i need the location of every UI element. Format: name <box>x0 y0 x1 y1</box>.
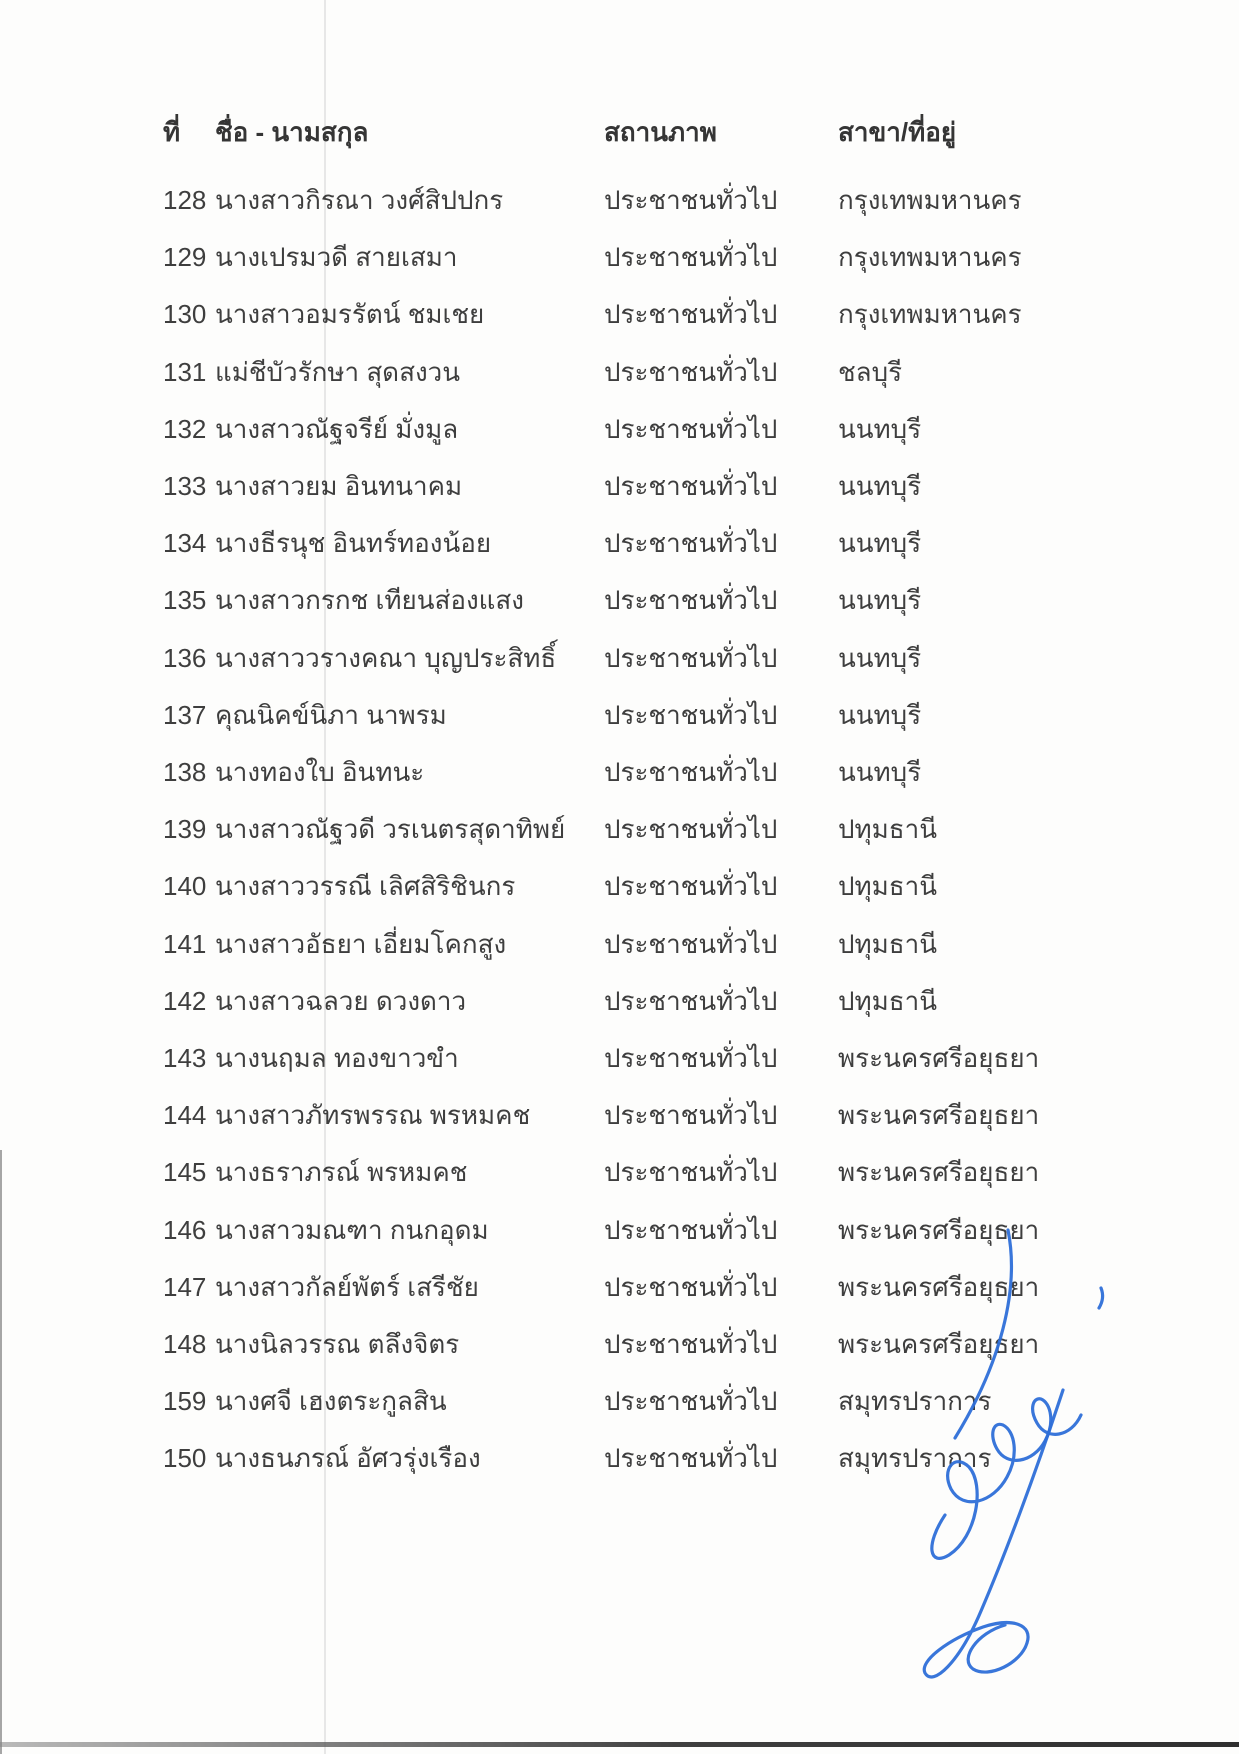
cell-no: 145 <box>163 1157 207 1188</box>
table-row <box>0 812 1239 852</box>
scan-edge-left <box>0 1150 2 1754</box>
cell-branch: พระนครศรีอยุธยา <box>838 1214 1040 1245</box>
cell-status: ประชาชนทั่วไป <box>604 1043 778 1073</box>
handwritten-signature <box>885 1215 1120 1695</box>
cell-status: ประชาชนทั่วไป <box>604 814 778 845</box>
cell-branch: ชลบุรี <box>838 356 903 387</box>
cell-no: 130 <box>163 299 207 330</box>
table-row <box>0 641 1239 681</box>
cell-name: นางสาวอมรรัตน์ ชมเชย <box>215 299 485 330</box>
cell-branch: ปทุมธานี <box>838 928 938 959</box>
table-row <box>0 984 1239 1024</box>
table-row <box>0 869 1239 909</box>
cell-status: ประชาชนทั่วไป <box>604 185 778 215</box>
cell-status: ประชาชนทั่วไป <box>604 1443 778 1474</box>
cell-branch: นนทบุรี <box>838 471 922 501</box>
cell-branch: สมุทรปราการ <box>838 1386 992 1417</box>
cell-name: นางสาวฉลวย ดวงดาว <box>215 985 467 1016</box>
cell-status: ประชาชนทั่วไป <box>604 1100 778 1131</box>
cell-name: นางสาวกิรณา วงศ์สิปปกร <box>215 185 504 215</box>
cell-no: 136 <box>163 642 207 673</box>
cell-status: ประชาชนทั่วไป <box>604 1271 778 1302</box>
cell-status: ประชาชนทั่วไป <box>604 642 778 673</box>
cell-branch: พระนครศรีอยุธยา <box>838 1271 1040 1302</box>
cell-branch: ปทุมธานี <box>838 985 938 1016</box>
header-status: สถานภาพ <box>604 117 717 147</box>
table-row <box>0 755 1239 795</box>
cell-no: 140 <box>163 871 207 902</box>
cell-branch: พระนครศรีอยุธยา <box>838 1157 1040 1188</box>
cell-branch: ปทุมธานี <box>838 814 938 845</box>
cell-name: นางสาวกัลย์พัตร์ เสรีชัย <box>215 1271 479 1302</box>
cell-name: นางธนภรณ์ อัศวรุ่งเรือง <box>215 1443 481 1474</box>
table-row <box>0 355 1239 395</box>
cell-name: นางสาวยม อินทนาคม <box>215 471 463 501</box>
cell-no: 128 <box>163 185 207 215</box>
cell-name: นางธีรนุช อินทร์ทองน้อย <box>215 528 492 559</box>
cell-name: นางทองใบ อินทนะ <box>215 757 425 787</box>
cell-branch: ปทุมธานี <box>838 871 938 902</box>
header-no: ที่ <box>163 117 181 147</box>
cell-status: ประชาชนทั่วไป <box>604 1157 778 1188</box>
cell-name: นางนิลวรรณ ตลึงจิตร <box>215 1329 460 1359</box>
cell-status: ประชาชนทั่วไป <box>604 757 778 787</box>
cell-no: 147 <box>163 1271 207 1302</box>
cell-no: 133 <box>163 471 207 501</box>
cell-name: นางสาวมณฑา กนกอุดม <box>215 1214 489 1245</box>
cell-no: 139 <box>163 814 207 845</box>
cell-no: 148 <box>163 1329 207 1359</box>
cell-branch: กรุงเทพมหานคร <box>838 242 1022 273</box>
table-row <box>0 240 1239 280</box>
cell-branch: นนทบุรี <box>838 699 922 730</box>
cell-status: ประชาชนทั่วไป <box>604 1329 778 1359</box>
cell-no: 141 <box>163 928 207 959</box>
cell-no: 129 <box>163 242 207 273</box>
cell-branch: พระนครศรีอยุธยา <box>838 1329 1040 1359</box>
cell-name: นางสาวภัทรพรรณ พรหมคช <box>215 1100 531 1131</box>
table-row <box>0 469 1239 509</box>
cell-branch: นนทบุรี <box>838 528 922 559</box>
cell-no: 137 <box>163 699 207 730</box>
table-row <box>0 698 1239 738</box>
cell-no: 144 <box>163 1100 207 1131</box>
table-row <box>0 1155 1239 1195</box>
cell-name: นางเปรมวดี สายเสมา <box>215 242 458 273</box>
cell-name: นางสาวณัฐวดี วรเนตรสุดาทิพย์ <box>215 814 566 845</box>
cell-status: ประชาชนทั่วไป <box>604 985 778 1016</box>
cell-no: 143 <box>163 1043 207 1073</box>
scan-edge-bottom <box>0 1742 1239 1747</box>
table-row <box>0 183 1239 223</box>
table-row <box>0 412 1239 452</box>
cell-status: ประชาชนทั่วไป <box>604 299 778 330</box>
cell-name: นางสาววรรณี เลิศสิริชินกร <box>215 871 516 902</box>
cell-status: ประชาชนทั่วไป <box>604 356 778 387</box>
cell-status: ประชาชนทั่วไป <box>604 242 778 273</box>
cell-status: ประชาชนทั่วไป <box>604 1386 778 1417</box>
cell-name: นางสาวณัฐจรีย์ มั่งมูล <box>215 413 459 444</box>
cell-status: ประชาชนทั่วไป <box>604 928 778 959</box>
cell-name: นางสาวกรกช เทียนส่องแสง <box>215 585 524 616</box>
table-row <box>0 927 1239 967</box>
cell-status: ประชาชนทั่วไป <box>604 471 778 501</box>
cell-no: 134 <box>163 528 207 559</box>
cell-name: นางสาววรางคณา บุญประสิทธิ์ <box>215 642 557 673</box>
cell-name: นางสาวอัธยา เอี่ยมโคกสูง <box>215 928 507 959</box>
cell-branch: สมุทรปราการ <box>838 1443 992 1474</box>
cell-no: 146 <box>163 1214 207 1245</box>
cell-no: 159 <box>163 1386 207 1417</box>
cell-name: นางศจี เฮงตระกูลสิน <box>215 1386 447 1417</box>
cell-branch: กรุงเทพมหานคร <box>838 299 1022 330</box>
cell-branch: นนทบุรี <box>838 413 922 444</box>
table-header-row <box>0 115 1239 155</box>
cell-status: ประชาชนทั่วไป <box>604 871 778 902</box>
cell-branch: กรุงเทพมหานคร <box>838 185 1022 215</box>
cell-branch: นนทบุรี <box>838 757 922 787</box>
table-row <box>0 1098 1239 1138</box>
cell-status: ประชาชนทั่วไป <box>604 413 778 444</box>
cell-name: คุณนิคข์นิภา นาพรม <box>215 699 447 730</box>
cell-no: 135 <box>163 585 207 616</box>
cell-no: 150 <box>163 1443 207 1474</box>
cell-name: แม่ชีบัวรักษา สุดสงวน <box>215 356 461 387</box>
cell-status: ประชาชนทั่วไป <box>604 528 778 559</box>
cell-branch: นนทบุรี <box>838 585 922 616</box>
table-row <box>0 1041 1239 1081</box>
table-row <box>0 583 1239 623</box>
header-name: ชื่อ - นามสกุล <box>215 117 369 147</box>
cell-name: นางธราภรณ์ พรหมคช <box>215 1157 468 1188</box>
table-row <box>0 297 1239 337</box>
cell-status: ประชาชนทั่วไป <box>604 585 778 616</box>
cell-no: 132 <box>163 413 207 444</box>
header-branch: สาขา/ที่อยู่ <box>838 117 957 147</box>
cell-no: 138 <box>163 757 207 787</box>
cell-status: ประชาชนทั่วไป <box>604 1214 778 1245</box>
table-row <box>0 526 1239 566</box>
cell-branch: พระนครศรีอยุธยา <box>838 1043 1040 1073</box>
cell-no: 142 <box>163 985 207 1016</box>
cell-no: 131 <box>163 356 207 387</box>
cell-name: นางนฤมล ทองขาวขำ <box>215 1043 459 1073</box>
cell-branch: นนทบุรี <box>838 642 922 673</box>
cell-status: ประชาชนทั่วไป <box>604 699 778 730</box>
cell-branch: พระนครศรีอยุธยา <box>838 1100 1040 1131</box>
